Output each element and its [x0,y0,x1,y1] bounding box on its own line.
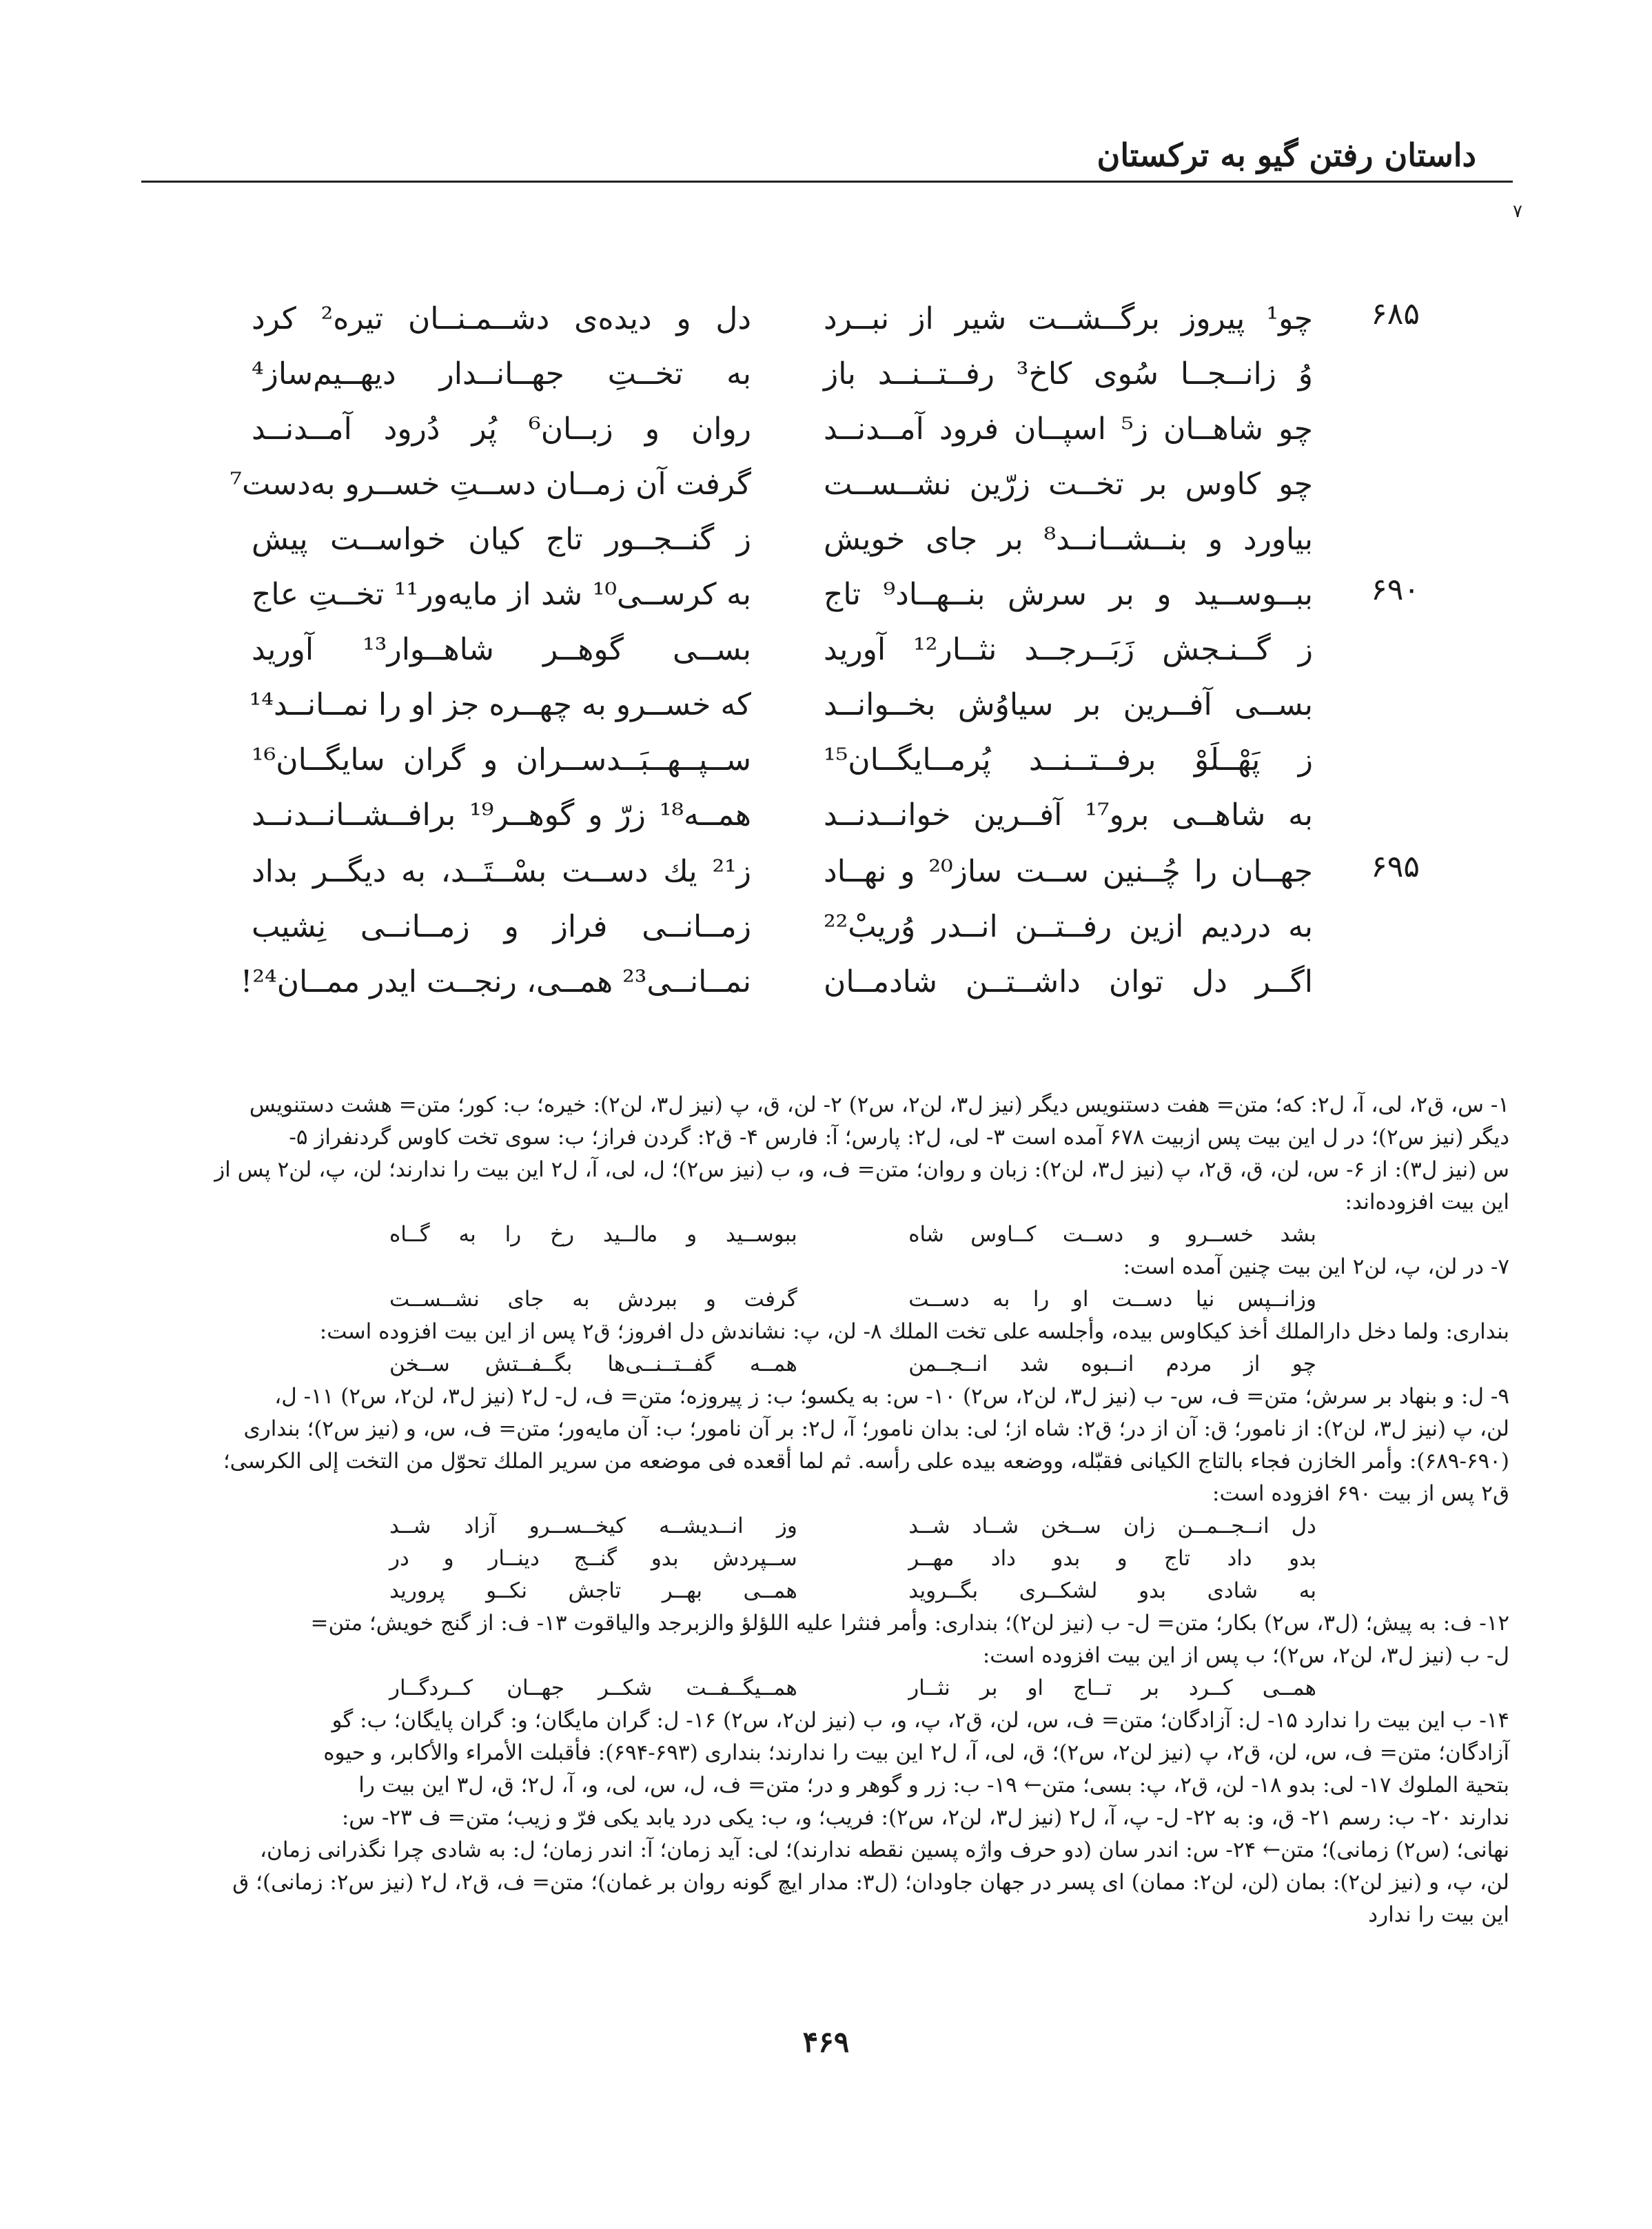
footnote-verse [141,1672,1509,1704]
hemistich-right: ز گــنـجش زَبَــرجــد نثــار¹² آورید [824,632,1313,667]
hemistich-right: به شاهــی برو¹⁷ آفــرین خوانــدنــد [824,797,1313,833]
footnote-line: بتحیة الملوك ۱۷- لی: بدو ۱۸- لن، ق۲، پ: بسی؛ متن← ۱۹- ب: زر و گوهر و در؛ متن= ف، ل، س، لی، و، آ، ل۲؛ ق، ل۳ این بیت را [358,1773,1509,1798]
verse-number: ۶۹۰ [1371,572,1420,607]
footnote-verse-hemistich: همــه گفــتــنــی‌ها بگــفــتش ســخن [389,1352,797,1376]
hemistich-right: چو کاوس بر تخــت زرّین نشــســت [824,467,1313,502]
hemistich-left: روان و زبــان⁶ پُر دُرود آمــدنــد [252,411,751,447]
footnote-verse-hemistich: چو از مردم انــبوه شد انــجــمن [908,1352,1316,1376]
footnote-verse [141,1219,1509,1251]
footnote-line: نهانی؛ (س۲) زمانی)؛ متن← ۲۴- س: اندر سان (دو حرف واژه پسین نقطه ندارند)؛ لی: آید زمان؛ آ: اندر زمان؛ ل: به شادی چرا نگذرانی زمان، [260,1838,1509,1862]
hemistich-right: اگــر دل توان داشــتــن شادمــان [824,964,1313,999]
footnote-line: ل- ب (نیز ل۳، لن۲، س۲)؛ ب پس از این بیت افزوده است: [982,1643,1509,1668]
footnote-verse [141,1543,1509,1575]
hemistich-left: نمــانــی²³ همــی، رنجــت ایدر ممــان²⁴! [240,964,751,999]
footnote-verse-hemistich: همــی کــرد بر تــاج او بر نثــار [908,1676,1316,1700]
footnote-line: س (نیز ل۳): از ۶- س، لن، ق، ق۲، پ (نیز ل۳، لن۲): زبان و روان؛ متن= ف، و، ب (نیز س۲)؛ ل، لی، آ، ل۲ این بیت را ندارند؛ لن، پ، لن۲ پس از [214,1157,1509,1182]
footnote-verse [141,1283,1509,1316]
footnote-verse-hemistich: بدو داد تاج و بدو داد مهــر [908,1546,1316,1571]
hemistich-right: چو¹ پیروز برگــشــت شیر از نبــرد [824,301,1313,336]
hemistich-left: بســی گوهــر شاهــوار¹³ آورید [252,632,751,667]
hemistich-left: زمــانــی فراز و زمــانــی نِشیب [252,909,751,944]
footnote-line: ۹- ل: و بنهاد بر سرش؛ متن= ف، س- ب (نیز ل۳، لن۲، س۲) ۱۰- س: به یکسو؛ ب: ز پیروزه؛ متن= ف، ل- ل۲ (نیز ل۳، لن۲، س۲) ۱۱- ل، [274,1384,1509,1409]
hemistich-right: به دردیم ازین رفــتــن انــدر وُریبْ²² [824,909,1313,944]
footnote-verse-hemistich: ببوســید و مالــید رخ را به گــاه [389,1222,797,1247]
hemistich-right: ز پَهْــلَوْ برفــتــنــد پُرمــایگــان¹⁵ [824,742,1313,777]
footnote-line: ۱۴- ب این بیت را ندارد ۱۵- ل: آزادگان؛ متن= ف، س، لن، ق۲، پ، و، ب (نیز لن۲، س۲) ۱۶- ل: گران مایگان؛ و: گران پایگان؛ ب: گو [332,1708,1509,1733]
footnote-verse-hemistich: وز انــدیشــه کیخــســرو آزاد شــد [389,1514,797,1538]
hemistich-right: ببــوســید و بر سرش بنــهــاد⁹ تاج [824,577,1314,612]
footnote-line: ق۲ پس از بیت ۶۹۰ افزوده است: [1212,1481,1509,1506]
footnote-verse-hemistich: وزانــپس نیا دســت او را به دســت [908,1287,1316,1312]
footnote-verse-hemistich: همــیگــفــت شکــر جهــان کــردگــار [389,1676,797,1700]
footnote-verse [141,1348,1509,1381]
page-number: ۴۶۹ [802,2025,850,2059]
footnote-line: (۶۸۹-۶۹۰): وأمر الخازن فجاء بالتاج الکیانی فقبّله، ووضعه بیده علی رأسه. ثم لما أقعده فی موضعه من سریر الملك تحوّل من التخت إلی الکرسی؛ [223,1449,1509,1474]
verse-number: ۶۸۵ [1371,296,1420,332]
hemistich-left: به کرســی¹⁰ شد از مایه‌ور¹¹ تخــتِ عاج [252,577,751,612]
footnote-verse-hemistich: به شادی بدو لشکــری بگــروید [908,1578,1316,1603]
footnote-line: بنداری: ولما دخل دارالملك أخذ کیکاوس بیده، وأجلسه علی تخت الملك ۸- لن، پ: نشاندش دل افروز؛ ق۲ پس از این بیت افزوده است: [319,1319,1509,1344]
footnote-line: این بیت افزوده‌اند: [1345,1190,1509,1214]
hemistich-left: که خســرو به چهــره جز او را نمــانــد¹⁴ [249,687,751,722]
footnote-verse-hemistich: بشد خســرو و دســت کــاوس شاه [908,1222,1316,1247]
running-head: داستان رفتن گیو به ترکستان [1097,136,1476,174]
footnote-line: لن، پ، و (نیز لن۲): بمان (لن، لن۲: ممان) ای پسر در جهان جاودان؛ (ل۳: مدار ایچ گونه روان بر غمان)؛ متن= ف، ق۲، ل۲ (نیز س۲: زمانی)؛ ق [232,1870,1509,1895]
footnote-verse-hemistich: دل انــجــمــن زان ســخن شــاد شــد [908,1514,1316,1538]
hemistich-left: ز²¹ یك دســت بسْــتَــد، به دیگــر بداد [252,854,751,889]
footnote-verse-hemistich: ســپردش بدو گنــج دینــار و در [389,1546,797,1571]
footnote-verse-hemistich: گرفت و ببردش به جای نشــســت [389,1287,797,1312]
footnote-verse [141,1510,1509,1543]
hemistich-left: ز گنــجــور تاج کیان خواســت پیش [252,522,751,557]
hemistich-left: به تخــتِ جهــانــدار دیهــیم‌ساز⁴ [252,356,751,391]
hemistich-right: بیاورد و بنــشــانــد⁸ بر جای خویش [824,522,1313,557]
footnote-line: آزادگان؛ متن= ف، س، لن، ق۲، پ (نیز لن۲، س۲)؛ ق، لی، آ، ل۲ این بیت را ندارند؛ بنداری (۶۹۳-۶۹۴): فأقبلت الأمراء والأکابر، و حیوه [323,1740,1509,1765]
footnote-line: ندارند ۲۰- ب: رسم ۲۱- ق، و: به ۲۲- ل- پ، آ، ل۲ (نیز ل۳، لن۲، س۲): فریب؛ و، ب: یکی درد یابد یکی فرّ و زیب؛ متن= ف ۲۳- س: [341,1805,1509,1830]
verse-number: ۶۹۵ [1371,849,1420,884]
footnote-line: این بیت را ندارد [1368,1902,1509,1927]
footnote-line: ۷- در لن، پ، لن۲ این بیت چنین آمده است: [1123,1254,1509,1279]
footnote-line: دیگر (نیز س۲)؛ در ل این بیت پس ازبیت ۶۷۸ آمده است ۳- لی، ل۲: پارس؛ آ: فارس ۴- ق۲: گردن فراز؛ ب: سوی تخت کاوس گردنفراز ۵- [289,1125,1509,1150]
hemistich-left: گرفت آن زمــان دســتِ خســرو به‌دست⁷ [230,467,751,502]
hemistich-left: دل و دیده‌ی دشــمـنــان تیره² کرد [252,301,751,336]
hemistich-left: ســپــهــبَــدســران و گران سایگــان¹⁶ [252,742,751,777]
corner-mark: ٧ [1513,201,1522,222]
hemistich-right: بســی آفــرین بر سیاوُش بخــوانــد [824,687,1313,722]
footnote-verse [141,1575,1509,1607]
footnotes [141,1089,1509,1931]
footnote-line: لن، پ (نیز ل۳، لن۲): از نامور؛ ق: آن از در؛ ق۲: شاه از؛ لی: بدان نامور؛ آ، ل۲: بر آن نامور؛ ب: آن مایه‌ور؛ متن= ف، س، و (نیز س۲)؛ بنداری [243,1416,1509,1441]
footnote-line: ۱۲- ف: به پیش؛ (ل۳، س۲) بکار؛ متن= ل- ب (نیز لن۲)؛ بنداری: وأمر فنثرا علیه اللؤلؤ والزبرجد والیاقوت ۱۳- ف: از گنج خویش؛ متن= [310,1611,1509,1636]
footnote-verse-hemistich: همــی بهــر تاجش نکــو پرورید [389,1578,797,1603]
hemistich-right: وُ زانــجــا سُوی کاخ³ رفــتــنــد باز [824,356,1313,391]
hemistich-right: جهــان را چُــنین ســت ساز²⁰ و نهــاد [824,854,1313,889]
footnote-line: ۱- س، ق۲، لی، آ، ل۲: که؛ متن= هفت دستنویس دیگر (نیز ل۳، لن۲، س۲) ۲- لن، ق، پ (نیز ل۳، لن۲): خیره؛ ب: کور؛ متن= هشت دستنویس [249,1092,1509,1117]
hemistich-right: چو شاهــان ز⁵ اسپــان فرود آمــدنــد [824,411,1313,447]
header-rule [141,181,1513,183]
hemistich-left: همــه¹⁸ زرّ و گوهــر¹⁹ برافــشــانــدنــد [252,797,751,833]
